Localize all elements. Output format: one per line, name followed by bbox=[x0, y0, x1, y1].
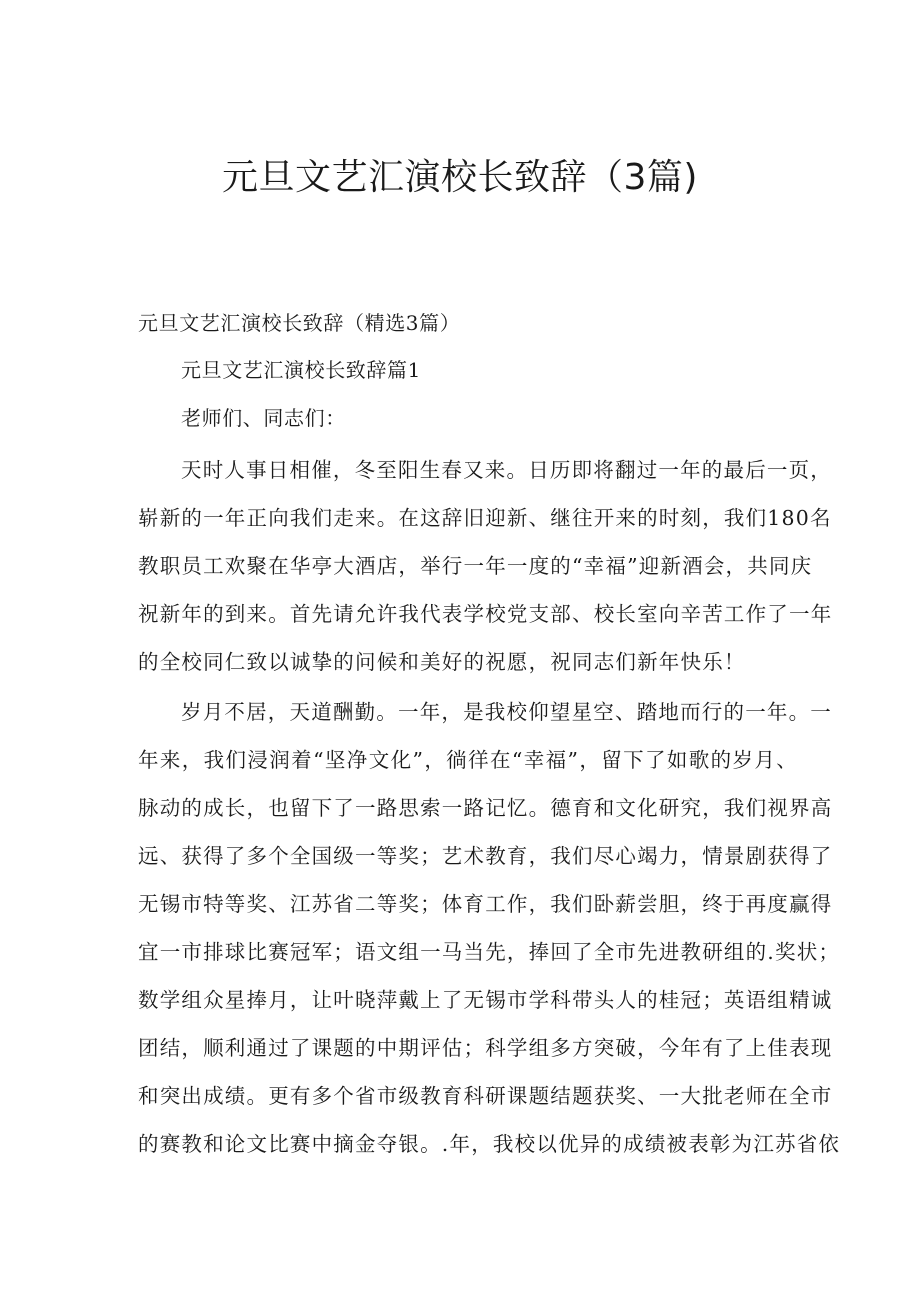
paragraph-line: 岁月不居，天道酬勤。一年，是我校仰望星空、踏地而行的一年。一 bbox=[181, 700, 832, 724]
paragraph-line: 团结，顺利通过了课题的中期评估；科学组多方突破，今年有了上佳表现 bbox=[138, 1036, 833, 1060]
greeting-line: 老师们、同志们： bbox=[181, 406, 346, 430]
paragraph-2 bbox=[138, 688, 841, 1168]
paragraph-line: 无锡市特等奖、江苏省二等奖；体育工作，我们卧薪尝胆，终于再度赢得 bbox=[138, 892, 833, 916]
paragraph-line: 崭新的一年正向我们走来。在这辞旧迎新、继往开来的时刻，我们180名 bbox=[138, 506, 832, 530]
paragraph-line: 数学组众星捧月，让叶晓萍戴上了无锡市学科带头人的桂冠；英语组精诚 bbox=[138, 988, 833, 1012]
document-subtitle: 元旦文艺汇演校长致辞（精选3篇） bbox=[138, 311, 461, 335]
paragraph-line: 祝新年的到来。首先请允许我代表学校党支部、校长室向辛苦工作了一年 bbox=[138, 602, 833, 626]
paragraph-line: 脉动的成长，也留下了一路思索一路记忆。德育和文化研究，我们视界高 bbox=[138, 796, 833, 820]
paragraph-line: 的全校同仁致以诚挚的问候和美好的祝愿，祝同志们新年快乐！ bbox=[138, 650, 746, 674]
paragraph-line: 天时人事日相催，冬至阳生春又来。日历即将翻过一年的最后一页， bbox=[181, 458, 832, 482]
paragraph-line: 和突出成绩。更有多个省市级教育科研课题结题获奖、一大批老师在全市 bbox=[138, 1084, 833, 1108]
paragraph-line: 年来，我们浸润着“坚净文化”，徜徉在“幸福”，留下了如歌的岁月、 bbox=[138, 748, 798, 772]
paragraph-line: 远、获得了多个全国级一等奖；艺术教育，我们尽心竭力，情景剧获得了 bbox=[138, 844, 833, 868]
document-title: 元旦文艺汇演校长致辞（3篇) bbox=[222, 157, 698, 198]
paragraph-line: 的赛教和论文比赛中摘金夺银。.年，我校以优异的成绩被表彰为江苏省依 bbox=[138, 1132, 841, 1156]
paragraph-line: 教职员工欢聚在华亭大酒店，举行一年一度的“幸福”迎新酒会，共同庆 bbox=[138, 554, 813, 578]
paragraph-line: 宜一市排球比赛冠军；语文组一马当先，捧回了全市先进教研组的.奖状； bbox=[138, 940, 841, 964]
section-heading: 元旦文艺汇演校长致辞篇1 bbox=[181, 358, 421, 382]
paragraph-1 bbox=[138, 446, 833, 686]
